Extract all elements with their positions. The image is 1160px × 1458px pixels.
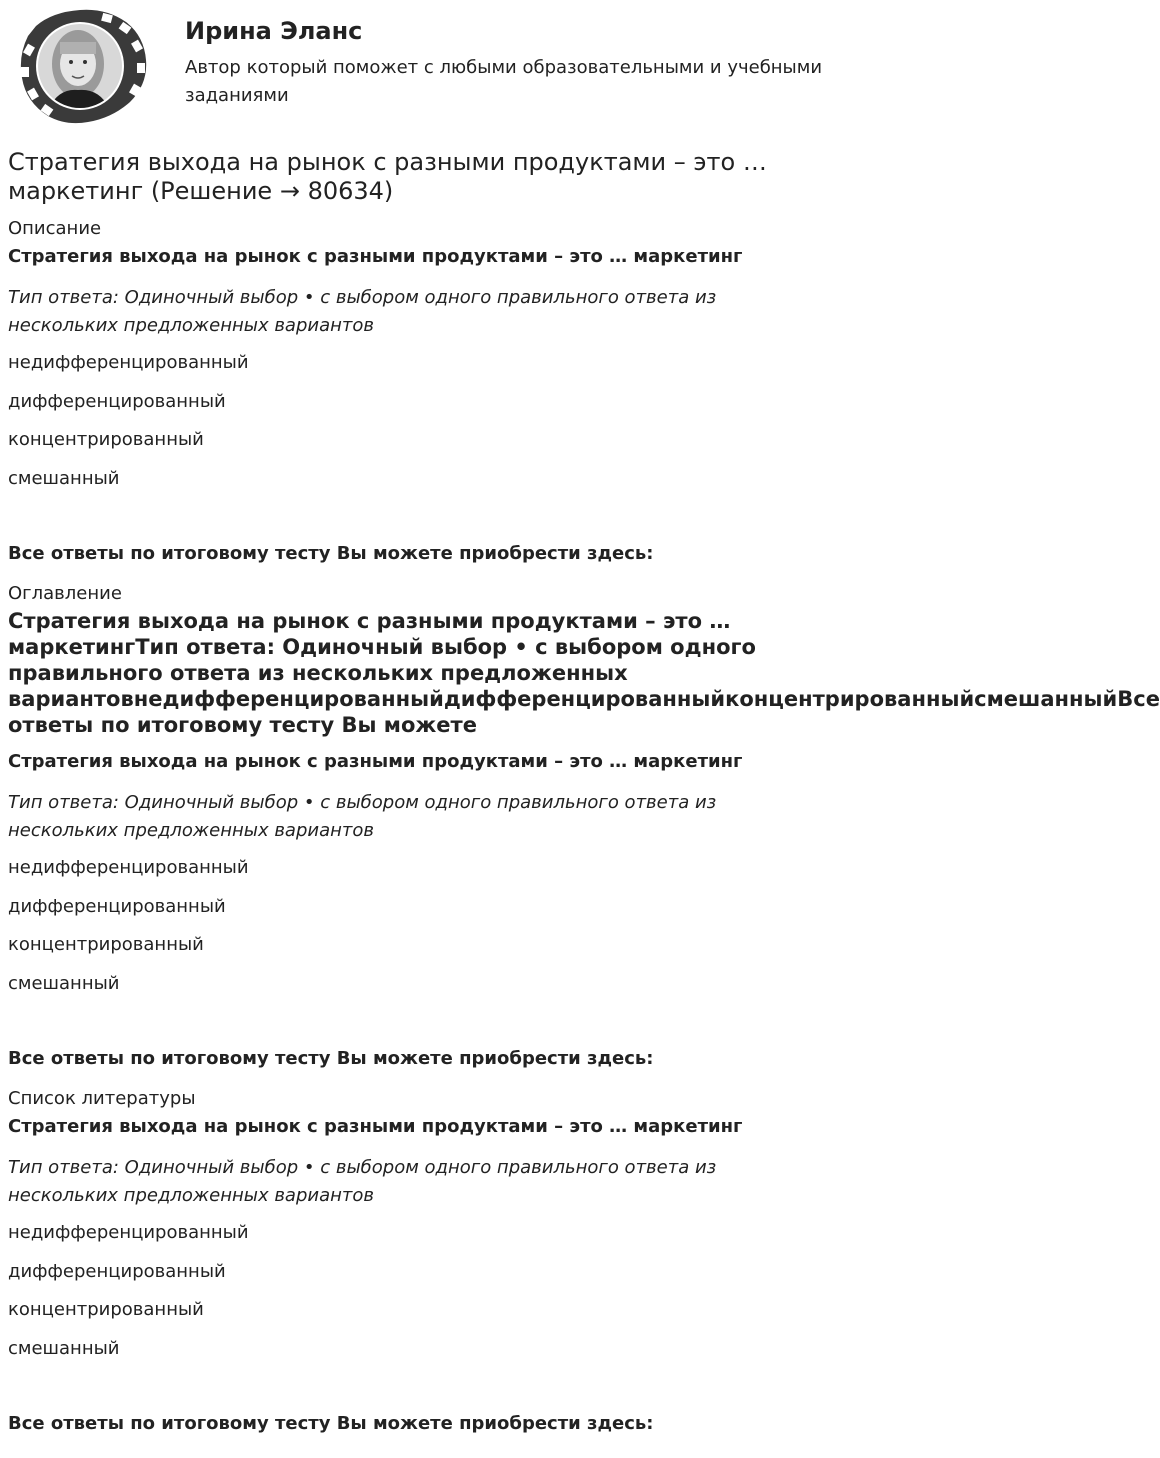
answer-option: недифференцированный [8, 857, 249, 878]
toc-summary [8, 608, 1160, 738]
toc-summary-line: правильного ответа из нескольких предложенных [8, 661, 628, 685]
buy-link-text[interactable]: Все ответы по итоговому тесту Вы можете приобрести здесь: [8, 543, 654, 564]
question-text: Стратегия выхода на рынок с разными продуктами – это … маркетинг [8, 246, 743, 267]
answer-option: смешанный [8, 972, 120, 994]
toc-summary-line: Стратегия выхода на рынок с разными продуктами – это … [8, 609, 731, 633]
author-avatar-icon[interactable] [8, 6, 152, 126]
section-label-toc: Оглавление [8, 583, 122, 604]
answer-option: концентрированный [8, 934, 204, 955]
answer-option: смешанный [8, 467, 120, 489]
toc-content [8, 749, 847, 1072]
answer-type: Тип ответа: Одиночный выбор • с выбором одного правильного ответа из нескольких предложенных вариантов [8, 792, 717, 841]
answer-option: концентрированный [8, 429, 204, 450]
author-description: Автор который поможет с любыми образовательными и учебными заданиями [185, 57, 823, 106]
toc-summary-line: вариантовнедифференцированныйдифференцированныйконцентрированныйсмешанныйВсе [8, 687, 1160, 711]
answer-type: Тип ответа: Одиночный выбор • с выбором одного правильного ответа из нескольких предложенных вариантов [8, 287, 717, 336]
description-section [8, 216, 847, 567]
literature-section [8, 1086, 847, 1437]
author-header [8, 6, 847, 128]
answer-option: дифференцированный [8, 895, 226, 917]
answer-option: дифференцированный [8, 1260, 226, 1282]
answer-option: смешанный [8, 1337, 120, 1359]
toc-summary-line: ответы по итоговому тесту Вы можете [8, 713, 477, 737]
question-text: Стратегия выхода на рынок с разными продуктами – это … маркетинг [8, 1116, 743, 1137]
toc-summary-line: маркетингТип ответа: Одиночный выбор • с выбором одного [8, 635, 756, 659]
answer-option: концентрированный [8, 1299, 204, 1320]
answer-option: дифференцированный [8, 390, 226, 412]
toc-section [8, 581, 847, 609]
answer-option: недифференцированный [8, 352, 249, 373]
section-label-description: Описание [8, 218, 102, 239]
buy-link-text[interactable]: Все ответы по итоговому тесту Вы можете приобрести здесь: [8, 1413, 654, 1434]
author-name[interactable]: Ирина Эланс [185, 17, 363, 45]
answer-option: недифференцированный [8, 1222, 249, 1243]
section-label-literature: Список литературы [8, 1088, 196, 1109]
page-title: Стратегия выхода на рынок с разными продуктами – это … маркетинг (Решение → 80634) [8, 148, 767, 205]
buy-link-text[interactable]: Все ответы по итоговому тесту Вы можете приобрести здесь: [8, 1048, 654, 1069]
question-text: Стратегия выхода на рынок с разными продуктами – это … маркетинг [8, 751, 743, 772]
answer-type: Тип ответа: Одиночный выбор • с выбором одного правильного ответа из нескольких предложенных вариантов [8, 1157, 717, 1206]
